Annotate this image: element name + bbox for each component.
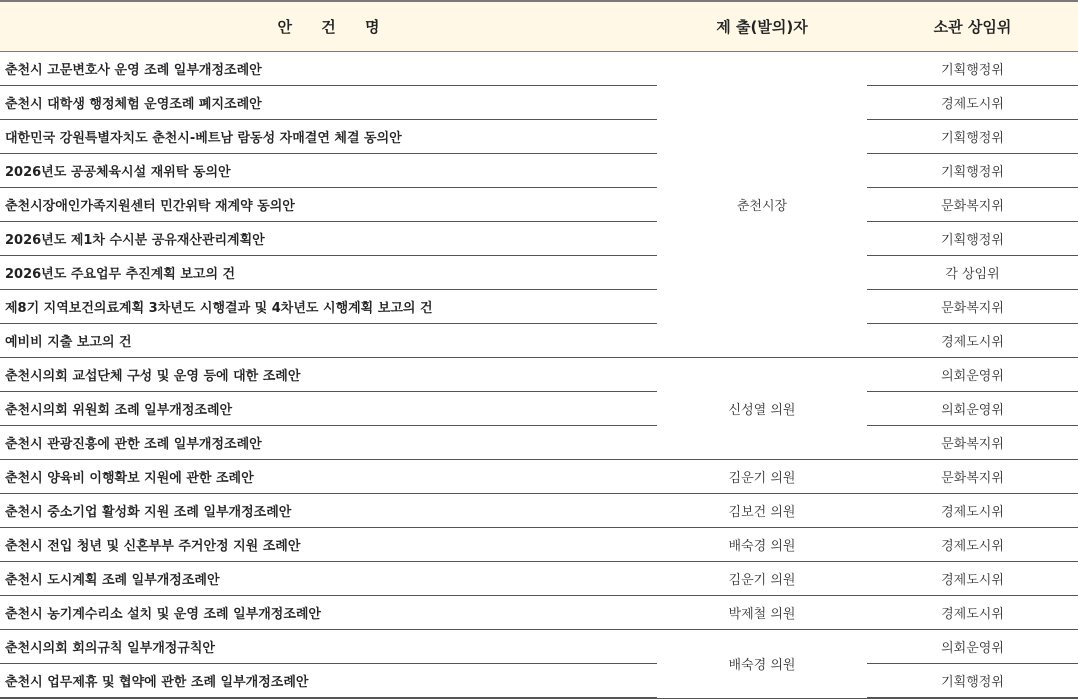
table-row — [0, 120, 1078, 154]
agenda-item-title: 춘천시의회 교섭단체 구성 및 운영 등에 대한 조례안 — [0, 358, 657, 392]
committee-cell: 경제도시위 — [867, 562, 1078, 596]
agenda-item-title: 제8기 지역보건의료계획 3차년도 시행결과 및 4차년도 시행계획 보고의 건 — [0, 290, 657, 324]
committee-cell: 기획행정위 — [867, 52, 1078, 86]
proposer-cell: 신성열 의원 — [657, 358, 867, 460]
header-row — [0, 1, 1078, 52]
table-row — [0, 358, 1078, 392]
table-row — [0, 630, 1078, 664]
proposer-cell: 배숙경 의원 — [657, 630, 867, 699]
agenda-item-title: 춘천시 농기계수리소 설치 및 운영 조례 일부개정조례안 — [0, 596, 657, 630]
agenda-item-title: 춘천시장애인가족지원센터 민간위탁 재계약 동의안 — [0, 188, 657, 222]
committee-cell: 기획행정위 — [867, 222, 1078, 256]
table-row — [0, 256, 1078, 290]
committee-cell: 문화복지위 — [867, 188, 1078, 222]
header-agenda-title — [0, 1, 657, 52]
table-row — [0, 562, 1078, 596]
agenda-item-title: 예비비 지출 보고의 건 — [0, 324, 657, 358]
table-row — [0, 188, 1078, 222]
proposer-cell: 배숙경 의원 — [657, 528, 867, 562]
committee-cell: 의회운영위 — [867, 630, 1078, 664]
proposer-cell: 김운기 의원 — [657, 562, 867, 596]
committee-cell: 기획행정위 — [867, 120, 1078, 154]
committee-cell: 경제도시위 — [867, 528, 1078, 562]
table-row — [0, 86, 1078, 120]
header-proposer: 제 출(발의)자 — [657, 1, 867, 52]
proposer-cell: 김보건 의원 — [657, 494, 867, 528]
table-row — [0, 52, 1078, 86]
agenda-item-title: 춘천시 관광진흥에 관한 조례 일부개정조례안 — [0, 426, 657, 460]
table-row — [0, 426, 1078, 460]
table-row — [0, 528, 1078, 562]
table-row — [0, 324, 1078, 358]
agenda-item-title: 춘천시 고문변호사 운영 조례 일부개정조례안 — [0, 52, 657, 86]
agenda-item-title: 2026년도 공공체육시설 재위탁 동의안 — [0, 154, 657, 188]
agenda-item-title: 2026년도 제1차 수시분 공유재산관리계획안 — [0, 222, 657, 256]
table-row — [0, 154, 1078, 188]
proposer-cell: 김운기 의원 — [657, 460, 867, 494]
table-row — [0, 460, 1078, 494]
committee-cell: 기획행정위 — [867, 154, 1078, 188]
committee-cell: 기획행정위 — [867, 664, 1078, 699]
proposer-cell: 춘천시장 — [657, 52, 867, 358]
committee-cell: 경제도시위 — [867, 324, 1078, 358]
table-header — [0, 1, 1078, 52]
agenda-item-title: 춘천시 중소기업 활성화 지원 조례 일부개정조례안 — [0, 494, 657, 528]
agenda-item-title: 춘천시 업무제휴 및 협약에 관한 조례 일부개정조례안 — [0, 664, 657, 699]
agenda-item-title: 춘천시 전입 청년 및 신혼부부 주거안정 지원 조례안 — [0, 528, 657, 562]
committee-cell: 각 상임위 — [867, 256, 1078, 290]
agenda-item-title: 춘천시 도시계획 조례 일부개정조례안 — [0, 562, 657, 596]
committee-cell: 의회운영위 — [867, 358, 1078, 392]
header-agenda-title-text: 안 건 명 — [277, 18, 392, 36]
committee-cell: 의회운영위 — [867, 392, 1078, 426]
table-row — [0, 290, 1078, 324]
table-row — [0, 222, 1078, 256]
table-row — [0, 664, 1078, 699]
agenda-item-title: 춘천시 대학생 행정체험 운영조례 폐지조례안 — [0, 86, 657, 120]
committee-cell: 문화복지위 — [867, 290, 1078, 324]
agenda-item-title: 2026년도 주요업무 추진계획 보고의 건 — [0, 256, 657, 290]
committee-cell: 문화복지위 — [867, 460, 1078, 494]
header-committee: 소관 상임위 — [867, 1, 1078, 52]
agenda-item-title: 춘천시의회 위원회 조례 일부개정조례안 — [0, 392, 657, 426]
committee-cell: 경제도시위 — [867, 86, 1078, 120]
proposer-cell: 박제철 의원 — [657, 596, 867, 630]
agenda-item-title: 춘천시의회 회의규칙 일부개정규칙안 — [0, 630, 657, 664]
agenda-item-title: 춘천시 양육비 이행확보 지원에 관한 조례안 — [0, 460, 657, 494]
table-row — [0, 494, 1078, 528]
committee-cell: 경제도시위 — [867, 596, 1078, 630]
committee-cell: 문화복지위 — [867, 426, 1078, 460]
table-body — [0, 52, 1078, 699]
committee-cell: 경제도시위 — [867, 494, 1078, 528]
agenda-item-title: 대한민국 강원특별자치도 춘천시-베트남 람동성 자매결연 체결 동의안 — [0, 120, 657, 154]
table-row — [0, 596, 1078, 630]
table-row — [0, 392, 1078, 426]
